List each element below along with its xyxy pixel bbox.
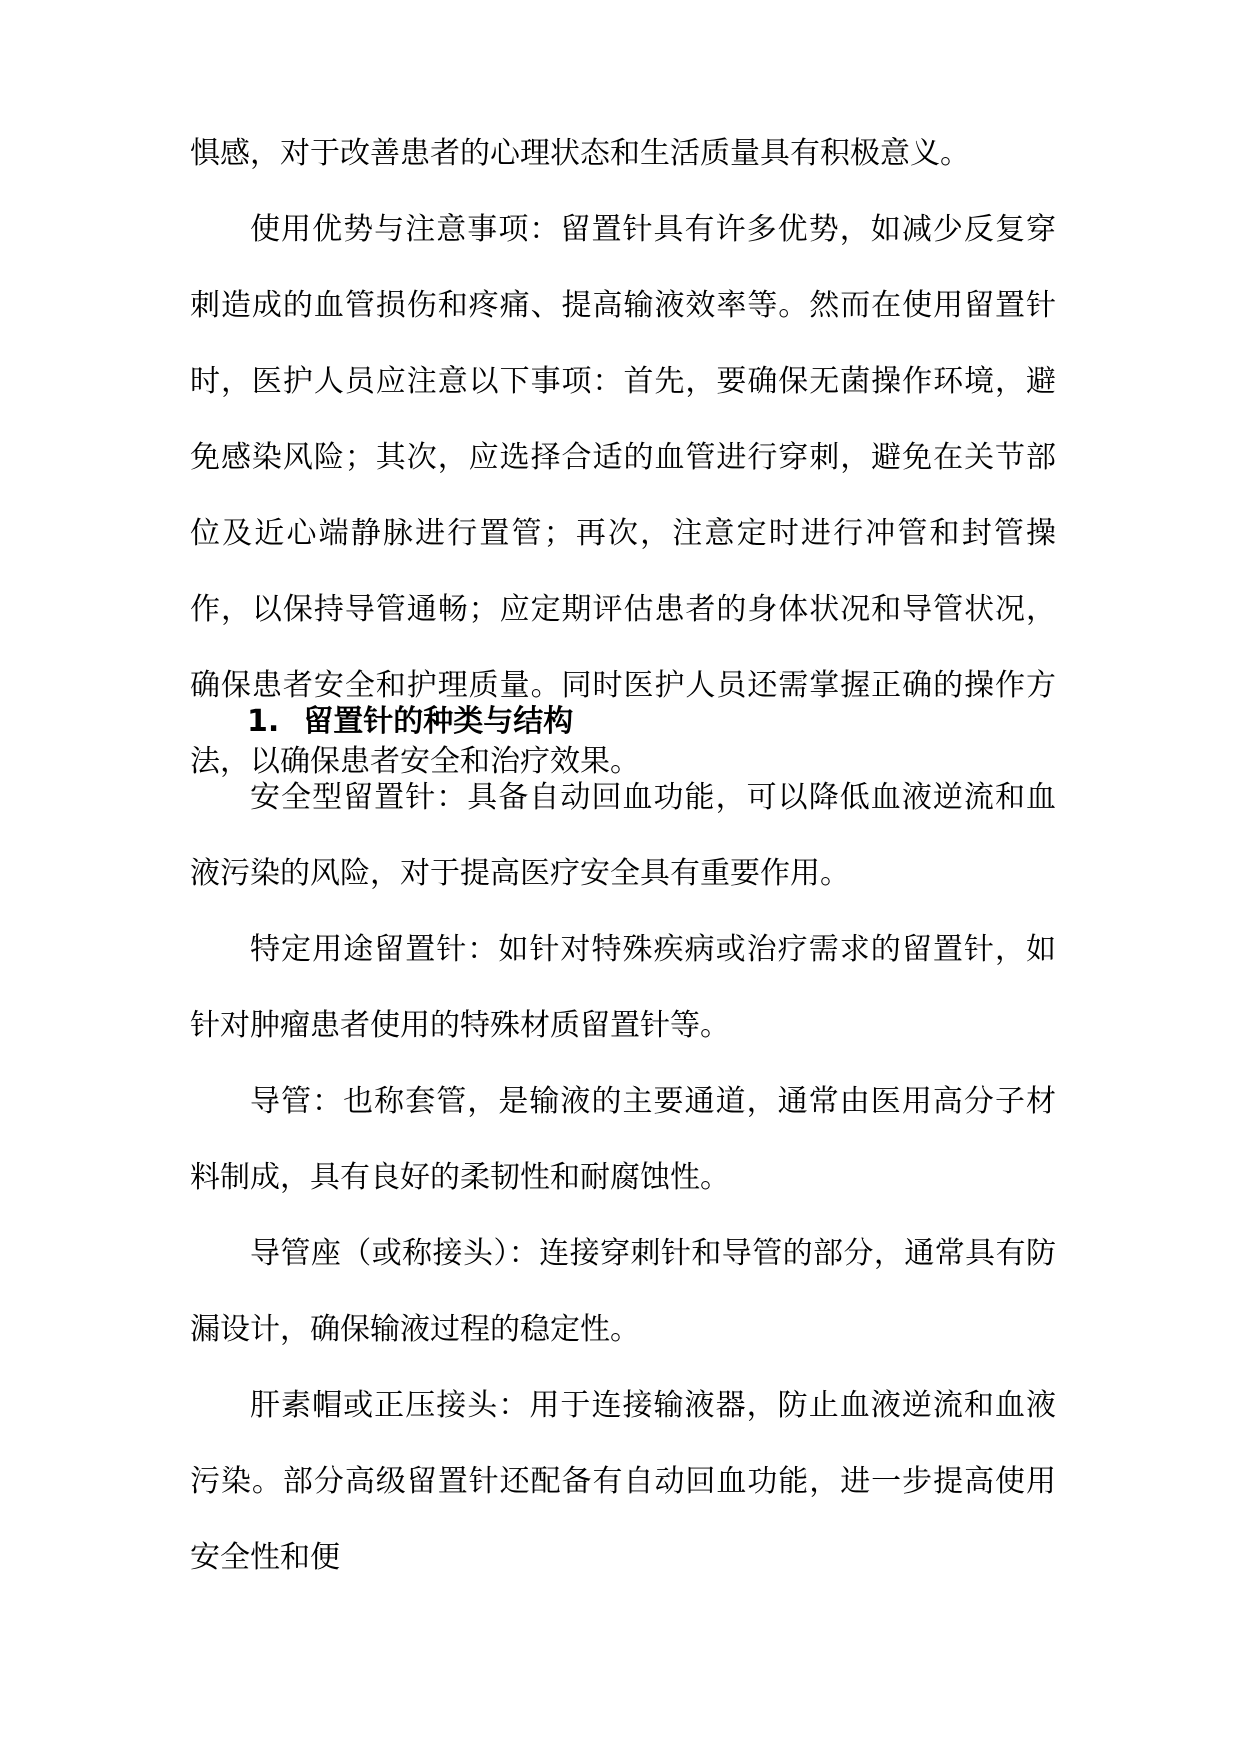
- section-heading: [190, 684, 1056, 760]
- paragraph-tube: 导管：也称套管，是输液的主要通道，通常由医用高分子材料制成，具有良好的柔韧性和耐腐蚀性。: [190, 1084, 1056, 1195]
- section-title: [190, 684, 1056, 760]
- paragraph-heparin-cap: 肝素帽或正压接头：用于连接输液器，防止血液逆流和血液污染。部分高级留置针还配备有自动回血功能，进一步提高使用安全性和便: [190, 1388, 1056, 1575]
- paragraph-continuation: 惧感，对于改善患者的心理状态和生活质量具有积极意义。: [190, 136, 970, 171]
- section-number: 1.: [247, 704, 280, 739]
- paragraph-safety-catheter: 安全型留置针：具备自动回血功能，可以降低血液逆流和血液污染的风险，对于提高医疗安全具有重要作用。: [190, 780, 1056, 891]
- body-text-bottom: [190, 760, 1056, 1596]
- paragraph-advantages: 使用优势与注意事项：留置针具有许多优势，如减少反复穿刺造成的血管损伤和疼痛、提高输液效率等。然而在使用留置针时，医护人员应注意以下事项：首先，要确保无菌操作环境，避免感染风险；其次，应选择合适的血管进行穿刺，避免在关节部位及近心端静脉进行置管；再次，注意定时进行冲管和封管操作，以保持导管通畅；应定期评估患者的身体状况和导管状况，确保患者安全和护理质量。同时医护人员还需掌握正确的操作方法，以确保患者安全和治疗效果。: [190, 212, 1056, 779]
- paragraph-special-catheter: 特定用途留置针：如针对特殊疾病或治疗需求的留置针，如针对肿瘤患者使用的特殊材质留置针等。: [190, 932, 1056, 1043]
- section-title-text: 留置针的种类与结构: [303, 704, 574, 739]
- paragraph-hub: 导管座（或称接头）：连接穿刺针和导管的部分，通常具有防漏设计，确保输液过程的稳定性。: [190, 1236, 1056, 1347]
